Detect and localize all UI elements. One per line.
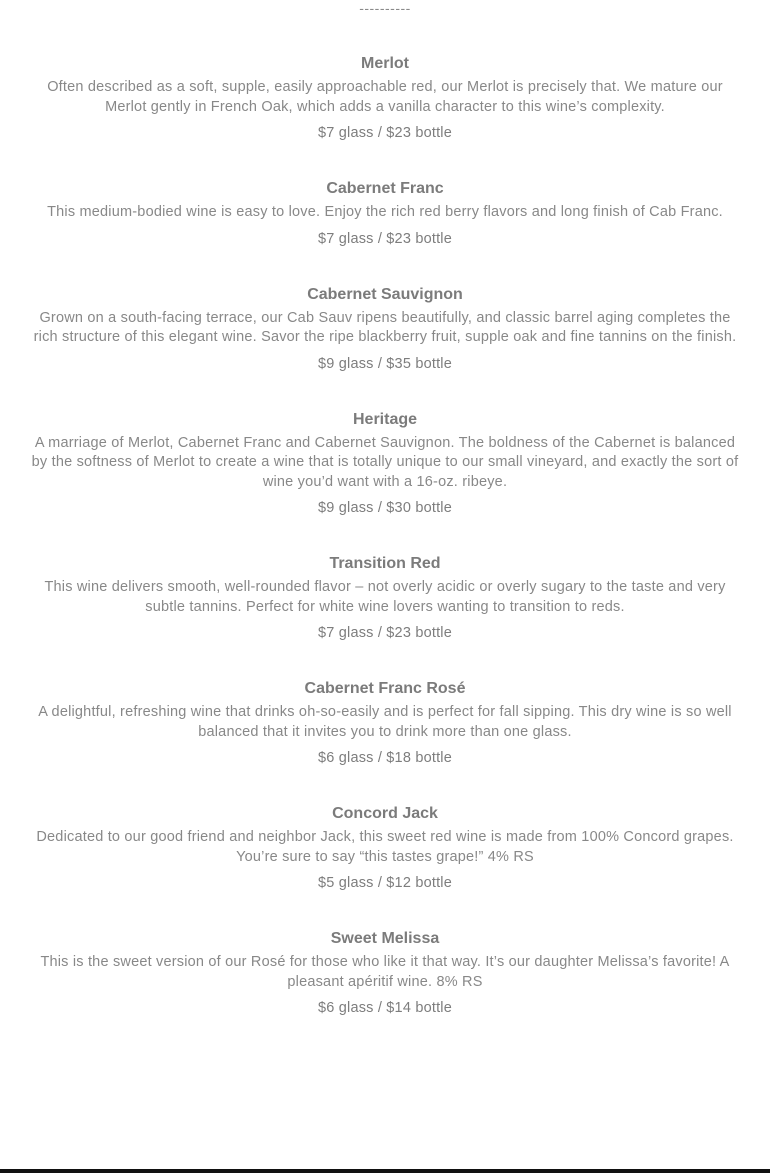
wine-price: $6 glass / $14 bottle [318, 1000, 452, 1016]
wine-description: This is the sweet version of our Rosé for those who like it that way. It’s our daughter Melissa’s favorite! A pleasant apéritif wine. 8% RS [40, 954, 730, 990]
wine-name: Merlot [361, 55, 409, 72]
wine-price: $9 glass / $30 bottle [318, 500, 452, 516]
wine-name: Heritage [352, 410, 418, 428]
wine-menu [30, 54, 740, 1054]
wine-item-sweet-melissa [30, 929, 740, 1018]
wine-name: Sweet Melissa [330, 930, 440, 947]
wine-item-merlot [30, 54, 740, 143]
wine-name: Cabernet Franc [326, 180, 444, 197]
wine-description: Often described as a soft, supple, easily approachable red, our Merlot is precisely that. We mature our Merlot gently in French Oak, which adds a vanilla character to this wine’s complexity. [47, 79, 723, 115]
section-divider: ---------- [359, 0, 411, 16]
wine-item-cabernet-sauvignon [30, 285, 740, 374]
wine-name: Transition Red [329, 555, 441, 572]
wine-item-cabernet-franc [30, 179, 740, 249]
wine-price: $7 glass / $23 bottle [318, 125, 452, 141]
wine-name: Concord Jack [332, 805, 438, 822]
wine-name: Cabernet Franc Rosé [304, 680, 466, 697]
wine-description: This wine delivers smooth, well-rounded flavor – not overly acidic or overly sugary to the taste and very subtle tannins. Perfect for white wine lovers wanting to transition to reds. [44, 579, 726, 615]
wine-price: $7 glass / $23 bottle [318, 625, 452, 641]
wine-description: A marriage of Merlot, Cabernet Franc and Cabernet Sauvignon. The boldness of the Cabernet is balanced by the softness of Merlot to create a wine that is totally unique to our small vineyard, and exactly the sort of wine you’d want with a 16-oz. ribeye. [31, 434, 739, 490]
wine-price: $6 glass / $18 bottle [318, 750, 452, 766]
footer-border [0, 1169, 770, 1173]
wine-description: Dedicated to our good friend and neighbor Jack, this sweet red wine is made from 100% Concord grapes. You’re sure to say “this tastes grape!” 4% RS [36, 829, 734, 865]
wine-price: $5 glass / $12 bottle [318, 875, 452, 891]
wine-price: $7 glass / $23 bottle [318, 230, 452, 247]
wine-description: A delightful, refreshing wine that drinks oh-so-easily and is perfect for fall sipping. This dry wine is so well balanced that it invites you to drink more than one glass. [38, 704, 732, 740]
wine-item-cabernet-franc-rose [30, 679, 740, 768]
wine-name: Cabernet Sauvignon [307, 285, 463, 303]
wine-price: $9 glass / $35 bottle [318, 355, 452, 372]
wine-item-transition-red [30, 554, 740, 643]
wine-item-heritage [30, 410, 740, 519]
wine-item-concord-jack [30, 804, 740, 893]
wine-description: This medium-bodied wine is easy to love. Enjoy the rich red berry flavors and long finish of Cab Franc. [47, 204, 723, 220]
wine-description: Grown on a south-facing terrace, our Cab Sauv ripens beautifully, and classic barrel aging completes the rich structure of this elegant wine. Savor the ripe blackberry fruit, supple oak and fine tannins on the finish. [33, 309, 737, 345]
